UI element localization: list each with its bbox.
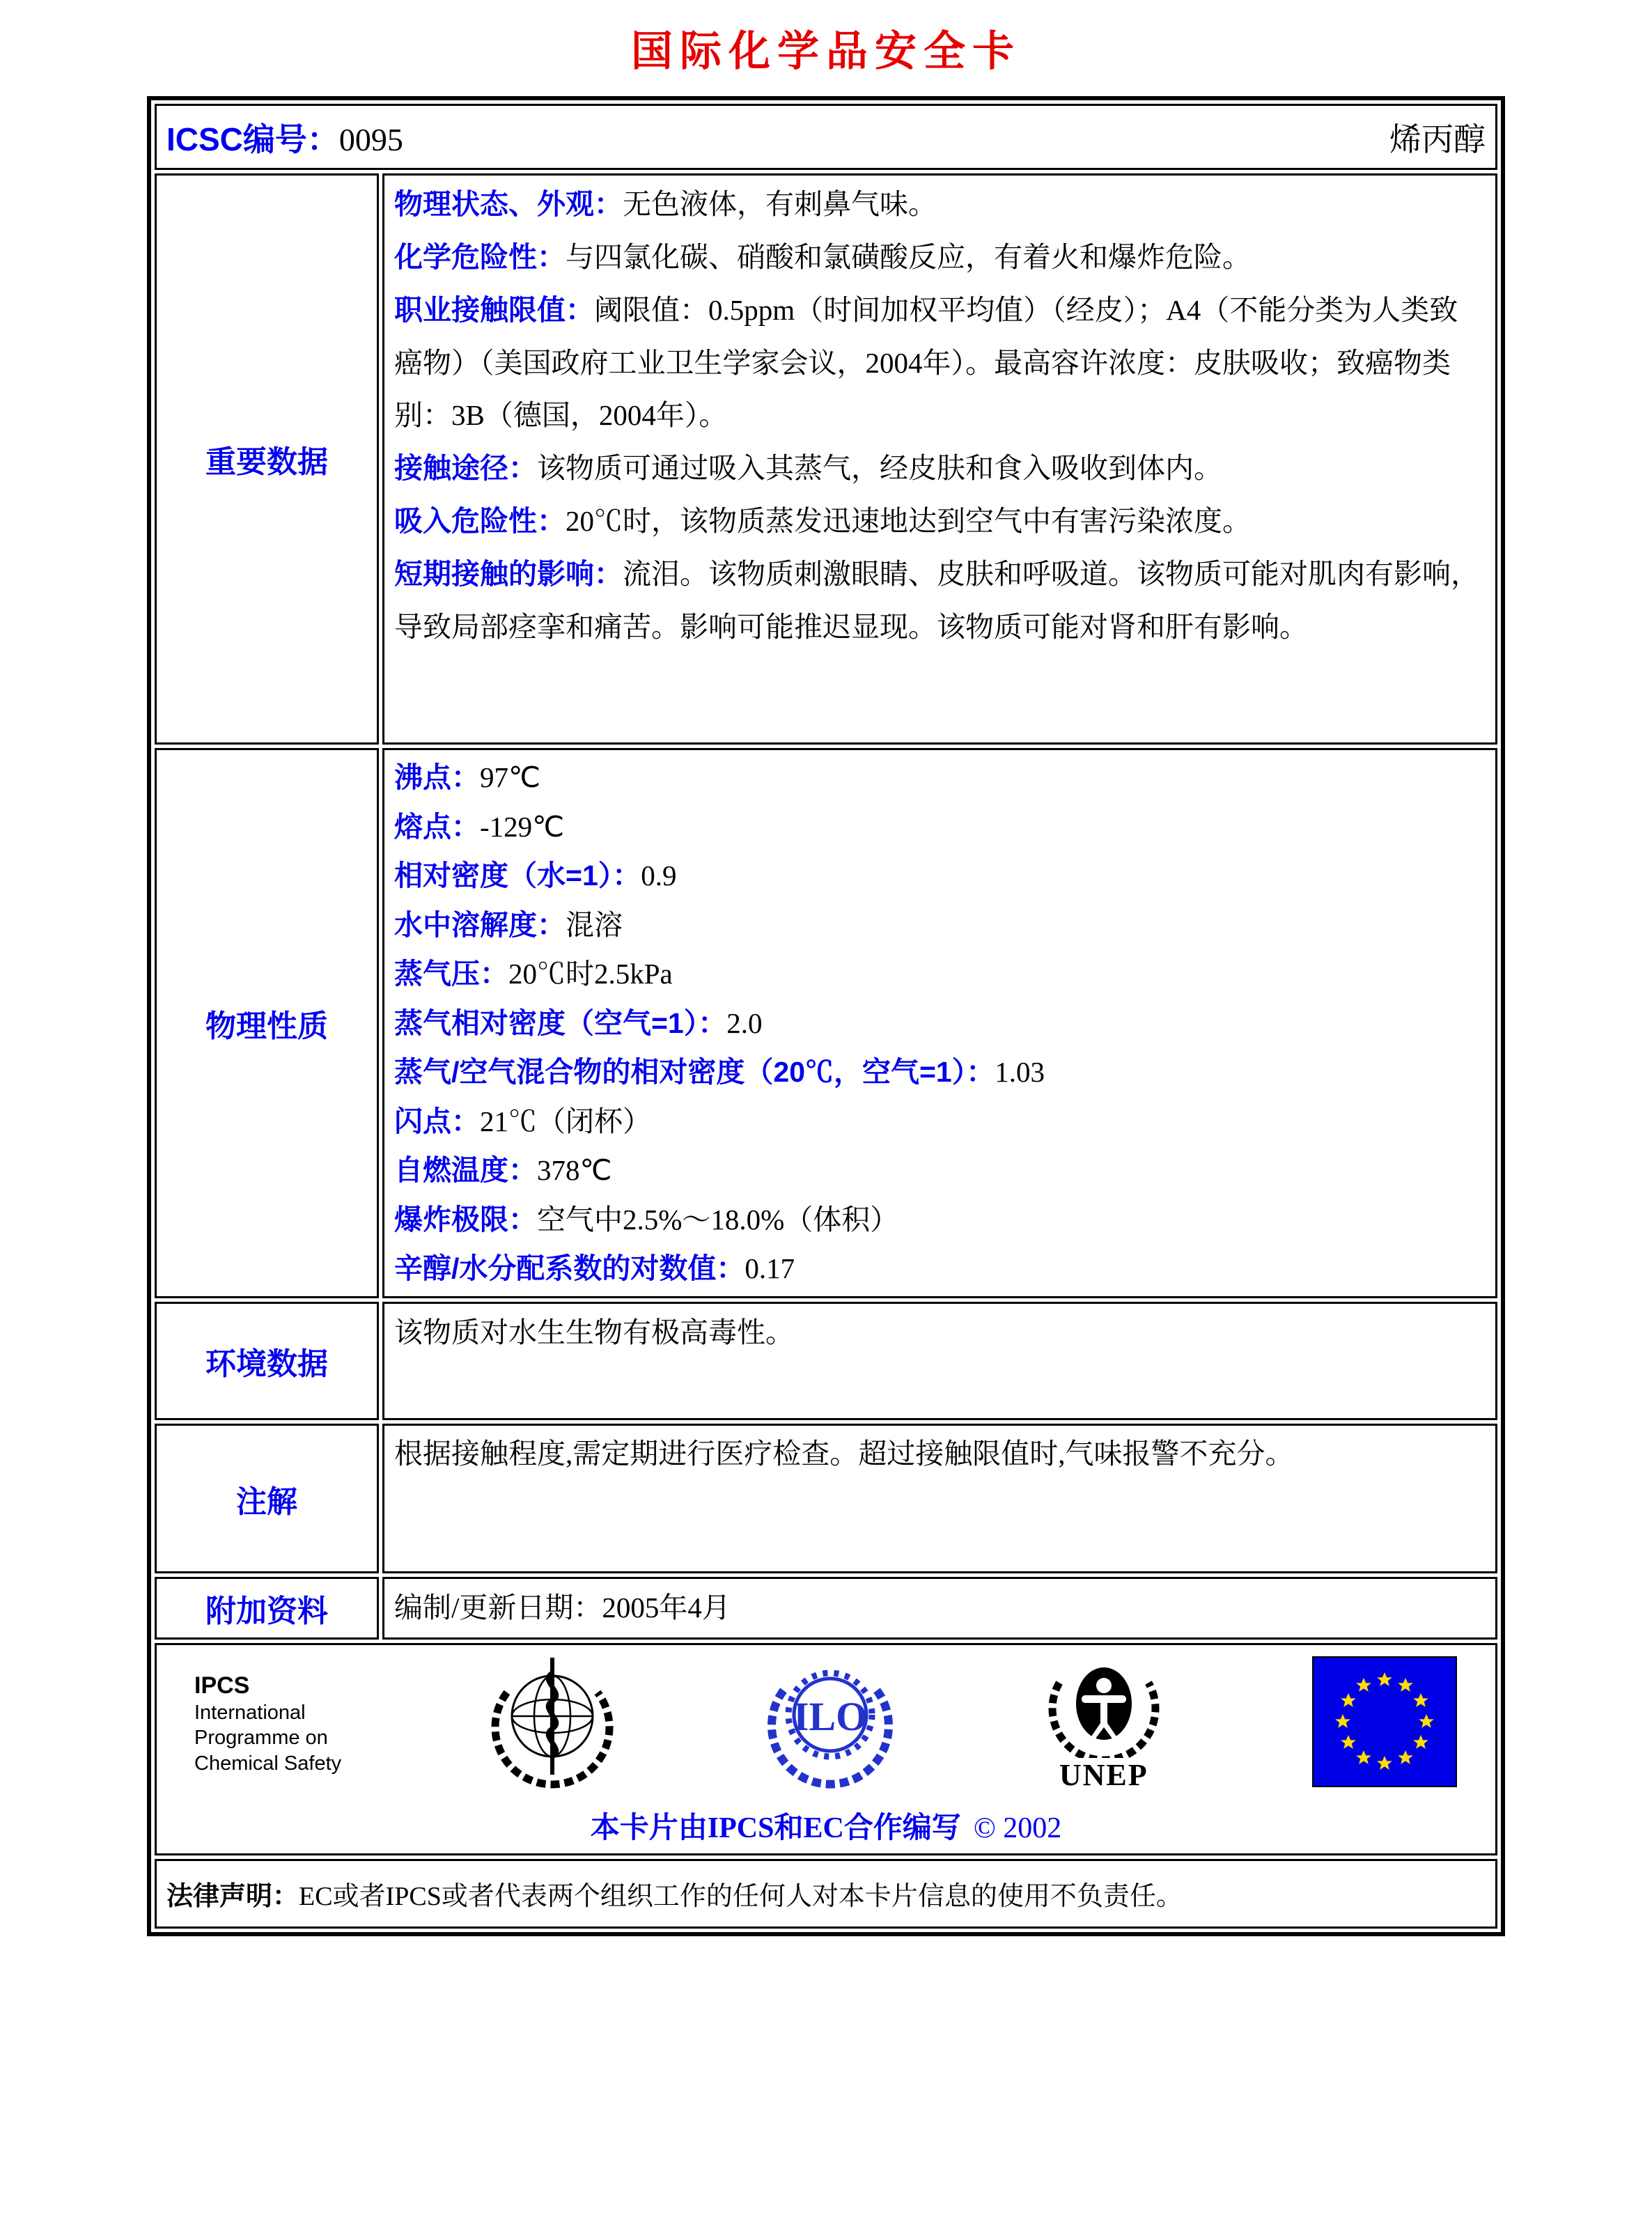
- physical-entry: [394, 851, 1486, 901]
- physical-entry: [394, 1244, 1486, 1293]
- entry-label: 蒸气相对密度（空气=1）：: [394, 1006, 727, 1039]
- important-data-content: [382, 173, 1497, 745]
- entry-label: 熔点：: [394, 810, 480, 843]
- footer-row: [155, 1643, 1497, 1855]
- legal-label: 法律声明：: [166, 1882, 299, 1912]
- important-entry: [394, 495, 1486, 548]
- entry-label: 蒸气压：: [394, 958, 508, 990]
- caption-text: 本卡片由IPCS和EC合作编写: [590, 1812, 961, 1844]
- header-content: [166, 114, 1486, 160]
- entry-text: 21℃（闭杯）: [480, 1105, 651, 1137]
- entry-label: 蒸气/空气混合物的相对密度（20℃，空气=1）：: [394, 1056, 995, 1089]
- additional-info-row: [155, 1577, 1497, 1640]
- unep-icon: [1041, 1653, 1167, 1761]
- icsc-card-table: [147, 96, 1505, 1936]
- entry-label: 短期接触的影响：: [394, 557, 623, 590]
- unep-label: UNEP: [1059, 1758, 1148, 1793]
- entry-text: 0.9: [641, 859, 677, 892]
- physical-entry: [394, 949, 1486, 999]
- copyright-text: © 2002: [973, 1812, 1062, 1844]
- entry-label: 相对密度（水=1）：: [394, 859, 641, 892]
- section-label-environment: 环境数据: [155, 1302, 379, 1420]
- eu-flag-icon: [1311, 1656, 1458, 1791]
- entry-text: 无色液体，有刺鼻气味。: [623, 188, 937, 220]
- physical-entry: [394, 1048, 1486, 1097]
- entry-text: 97℃: [480, 761, 541, 793]
- ipcs-text-block: [194, 1671, 341, 1776]
- legal-cell: [155, 1859, 1497, 1929]
- entry-label: 职业接触限值：: [394, 293, 594, 326]
- entry-label: 吸入危险性：: [394, 505, 566, 538]
- entry-text: 流泪。该物质刺激眼睛、皮肤和呼吸道。该物质可能对肌肉有影响，导致局部痉挛和痛苦。影响可能推迟显现。该物质可能对肾和肝有影响。: [394, 557, 1479, 643]
- entry-text: 0.17: [745, 1252, 795, 1285]
- entry-label: 接触途径：: [394, 452, 537, 485]
- icsc-number-group: [166, 114, 403, 160]
- additional-text: 编制/更新日期：2005年4月: [394, 1591, 731, 1624]
- ipcs-line: Programme on: [194, 1727, 328, 1750]
- important-entry: [394, 231, 1486, 284]
- legal-row: [155, 1859, 1497, 1929]
- entry-text: 378℃: [537, 1154, 612, 1187]
- notes-row: [155, 1424, 1497, 1573]
- ilo-icon: [764, 1652, 896, 1795]
- entry-label: 水中溶解度：: [394, 908, 566, 941]
- entry-text: 20℃时2.5kPa: [508, 958, 673, 990]
- entry-text: 混溶: [566, 908, 623, 941]
- environment-data-row: [155, 1302, 1497, 1420]
- page-title: 国际化学品安全卡: [631, 29, 1021, 75]
- section-label-important: 重要数据: [155, 173, 379, 745]
- entry-label: 辛醇/水分配系数的对数值：: [394, 1252, 745, 1285]
- physical-entry: [394, 1195, 1486, 1245]
- environment-text: 该物质对水生生物有极高毒性。: [394, 1316, 794, 1348]
- entry-text: 1.03: [995, 1056, 1045, 1089]
- entry-label: 化学危险性：: [394, 240, 566, 273]
- icsc-number-value: 0095: [338, 121, 403, 157]
- entry-text: 空气中2.5%～18.0%（体积）: [537, 1203, 899, 1236]
- entry-label: 爆炸极限：: [394, 1203, 537, 1236]
- section-label-physical: 物理性质: [155, 748, 379, 1298]
- physical-entry: [394, 901, 1486, 950]
- entry-text: 阈限值：0.5ppm（时间加权平均值）（经皮）；A4（不能分类为人类致癌物）（美国政府工业卫生学家会议，2004年）。最高容许浓度：皮肤吸收；致癌物类别：3B（德国，2004年）。: [394, 293, 1458, 432]
- notes-text: 根据接触程度,需定期进行医疗检查。超过接触限值时,气味报警不充分。: [394, 1438, 1294, 1470]
- important-entry: [394, 284, 1486, 443]
- additional-info-content: [382, 1577, 1497, 1640]
- ipcs-line: International: [194, 1702, 306, 1725]
- physical-entry: [394, 1146, 1486, 1195]
- entry-label: 闪点：: [394, 1105, 480, 1137]
- unep-logo-block: [1041, 1653, 1167, 1793]
- physical-entry: [394, 802, 1486, 852]
- physical-properties-row: [155, 748, 1497, 1298]
- who-icon: [486, 1652, 618, 1795]
- important-entry: [394, 178, 1486, 231]
- entry-text: 与四氯化碳、硝酸和氯磺酸反应，有着火和爆炸危险。: [566, 240, 1251, 273]
- physical-entry: [394, 999, 1486, 1048]
- entry-text: 2.0: [726, 1006, 763, 1039]
- header-cell: [155, 104, 1497, 170]
- entry-label: 自燃温度：: [394, 1154, 537, 1187]
- entry-text: 20℃时，该物质蒸发迅速地达到空气中有害污染浓度。: [566, 505, 1251, 538]
- chemical-name: 烯丙醇: [1389, 121, 1486, 157]
- important-entry: [394, 442, 1486, 495]
- physical-entry: [394, 1097, 1486, 1146]
- entry-label: 物理状态、外观：: [394, 188, 623, 220]
- important-entry: [394, 548, 1486, 654]
- important-data-row: [155, 173, 1497, 745]
- legal-text: EC或者IPCS或者代表两个组织工作的任何人对本卡片信息的使用不负责任。: [299, 1882, 1183, 1912]
- icsc-number-label: ICSC编号：: [166, 120, 339, 157]
- ipcs-title: IPCS: [194, 1672, 250, 1699]
- entry-text: -129℃: [480, 810, 565, 843]
- environment-data-content: [382, 1302, 1497, 1420]
- entry-text: 该物质可通过吸入其蒸气，经皮肤和食入吸收到体内。: [537, 452, 1222, 485]
- notes-content: [382, 1424, 1497, 1573]
- section-label-notes: 注解: [155, 1424, 379, 1573]
- ipcs-line: Chemical Safety: [194, 1752, 342, 1775]
- logo-row: [178, 1652, 1474, 1795]
- footer-caption: [178, 1805, 1474, 1846]
- header-row: [155, 104, 1497, 170]
- section-label-additional: 附加资料: [155, 1577, 379, 1640]
- physical-properties-content: [382, 748, 1497, 1298]
- ilo-label: ILO: [793, 1693, 867, 1739]
- footer-cell: [155, 1643, 1497, 1855]
- entry-label: 沸点：: [394, 761, 480, 793]
- physical-entry: [394, 753, 1486, 802]
